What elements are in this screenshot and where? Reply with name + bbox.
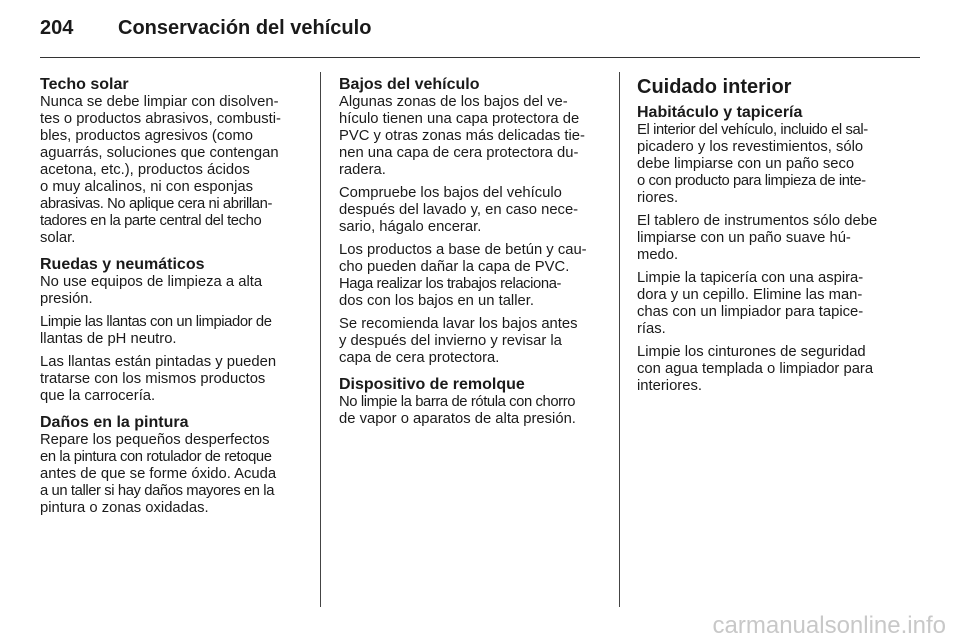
text-line: Limpie la tapicería con una aspira- — [637, 270, 864, 286]
column-3 — [637, 76, 905, 404]
header-rule — [40, 57, 920, 58]
section-heading: Techo solar — [40, 76, 129, 93]
text-line: después del lavado y, en caso nece- — [339, 202, 579, 218]
section — [637, 104, 905, 395]
section — [40, 76, 308, 247]
text-line: dos con los bajos en un taller. — [339, 293, 534, 309]
paragraph — [339, 242, 607, 310]
text-line: El interior del vehículo, incluido el sal- — [637, 122, 868, 138]
text-line: con agua templada o limpiador para — [637, 361, 874, 377]
section-main-heading: Cuidado interior — [637, 76, 792, 98]
paragraph — [637, 122, 905, 207]
column-divider — [619, 72, 620, 607]
column-divider — [320, 72, 321, 607]
section — [339, 376, 607, 428]
text-line: Repare los pequeños desperfectos — [40, 432, 270, 448]
text-line: Limpie las llantas con un limpiador de — [40, 314, 272, 330]
paragraph — [40, 432, 308, 517]
text-line: sario, hágalo encerar. — [339, 219, 482, 235]
paragraph — [339, 185, 607, 236]
page-title: Conservación del vehículo — [118, 17, 372, 39]
text-line: rías. — [637, 321, 666, 337]
text-line: riores. — [637, 190, 679, 206]
column-2 — [339, 76, 607, 437]
text-line: antes de que se forme óxido. Acuda — [40, 466, 277, 482]
text-line: a un taller si hay daños mayores en la — [40, 483, 275, 499]
text-line: Los productos a base de betún y cau- — [339, 242, 587, 258]
text-line: pintura o zonas oxidadas. — [40, 500, 209, 516]
paragraph — [40, 314, 308, 348]
section-heading: Ruedas y neumáticos — [40, 256, 205, 273]
section — [339, 76, 607, 367]
text-line: El tablero de instrumentos sólo debe — [637, 213, 878, 229]
text-line: dora y un cepillo. Elimine las man- — [637, 287, 863, 303]
text-line: nen una capa de cera protectora du- — [339, 145, 579, 161]
watermark: carmanualsonline.info — [712, 612, 946, 639]
text-line: cho pueden dañar la capa de PVC. — [339, 259, 570, 275]
text-line: debe limpiarse con un paño seco — [637, 156, 855, 172]
text-line: que la carrocería. — [40, 388, 156, 404]
text-line: picadero y los revestimientos, sólo — [637, 139, 864, 155]
paragraph — [637, 213, 905, 264]
text-line: No limpie la barra de rótula con chorro — [339, 394, 576, 410]
text-line: en la pintura con rotulador de retoque — [40, 449, 272, 465]
paragraph — [339, 94, 607, 179]
section-heading: Daños en la pintura — [40, 414, 189, 431]
text-line: Se recomienda lavar los bajos antes — [339, 316, 578, 332]
text-line: PVC y otras zonas más delicadas tie- — [339, 128, 585, 144]
text-line: interiores. — [637, 378, 702, 394]
page-number: 204 — [40, 17, 74, 39]
text-line: limpiarse con un paño suave hú- — [637, 230, 851, 246]
text-line: y después del invierno y revisar la — [339, 333, 562, 349]
text-line: Algunas zonas de los bajos del ve- — [339, 94, 568, 110]
column-1 — [40, 76, 308, 526]
text-line: capa de cera protectora. — [339, 350, 500, 366]
paragraph — [339, 316, 607, 367]
text-line: abrasivas. No aplique cera ni abrillan- — [40, 196, 272, 212]
text-line: de vapor o aparatos de alta presión. — [339, 411, 576, 427]
text-line: hículo tienen una capa protectora de — [339, 111, 580, 127]
text-line: medo. — [637, 247, 679, 263]
section-heading: Bajos del vehículo — [339, 76, 480, 93]
text-line: Haga realizar los trabajos relaciona- — [339, 276, 562, 292]
text-line: tratarse con los mismos productos — [40, 371, 266, 387]
paragraph — [40, 354, 308, 405]
text-line: o con producto para limpieza de inte- — [637, 173, 866, 189]
text-line: radera. — [339, 162, 386, 178]
text-line: Limpie los cinturones de seguridad — [637, 344, 866, 360]
paragraph — [40, 274, 308, 308]
paragraph — [40, 94, 308, 247]
text-line: tes o productos abrasivos, combusti- — [40, 111, 281, 127]
section-heading: Habitáculo y tapicería — [637, 104, 803, 121]
text-line: chas con un limpiador para tapice- — [637, 304, 864, 320]
text-line: Compruebe los bajos del vehículo — [339, 185, 562, 201]
section — [40, 256, 308, 405]
paragraph — [637, 344, 905, 395]
text-line: tadores en la parte central del techo — [40, 213, 262, 229]
paragraph — [339, 394, 607, 428]
text-line: llantas de pH neutro. — [40, 331, 177, 347]
text-line: bles, productos agresivos (como — [40, 128, 254, 144]
section-heading: Dispositivo de remolque — [339, 376, 525, 393]
text-line: No use equipos de limpieza a alta — [40, 274, 263, 290]
text-line: acetona, etc.), productos ácidos — [40, 162, 250, 178]
text-line: aguarrás, soluciones que contengan — [40, 145, 279, 161]
section — [40, 414, 308, 517]
paragraph — [637, 270, 905, 338]
text-line: o muy alcalinos, ni con esponjas — [40, 179, 254, 195]
text-line: solar. — [40, 230, 76, 246]
text-line: Las llantas están pintadas y pueden — [40, 354, 277, 370]
text-line: Nunca se debe limpiar con disolven- — [40, 94, 279, 110]
page-header — [40, 17, 920, 49]
text-line: presión. — [40, 291, 93, 307]
